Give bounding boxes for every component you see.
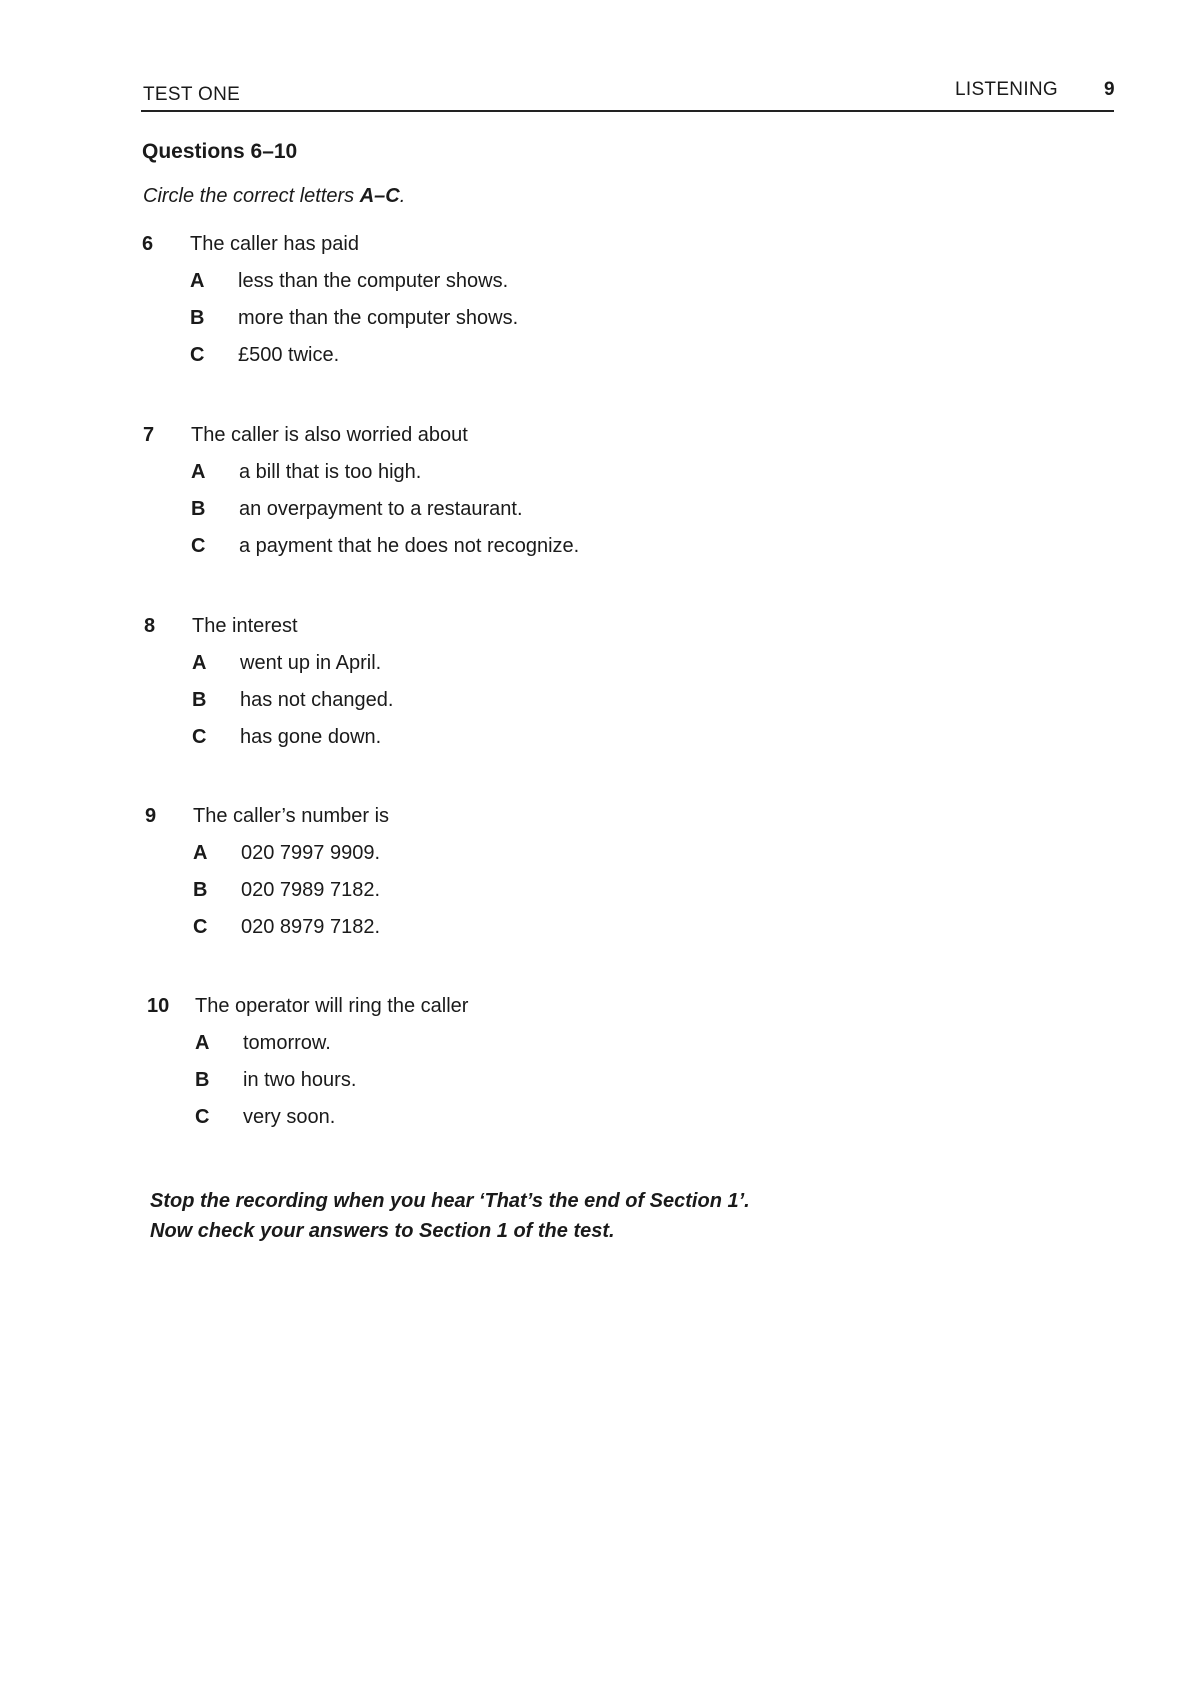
option-letter: A xyxy=(190,270,205,292)
instruction-emphasis: A–C xyxy=(359,185,400,207)
question-number: 6 xyxy=(142,233,154,255)
option-c[interactable] xyxy=(191,535,579,558)
question-stem: The interest xyxy=(192,615,298,637)
question-7 xyxy=(143,424,579,558)
question-number: 9 xyxy=(145,805,157,827)
option-b[interactable] xyxy=(191,498,579,521)
option-text: 020 7997 9909. xyxy=(241,842,381,864)
closing-line-1: Stop the recording when you hear ‘That’s the end of Section 1’. xyxy=(150,1190,750,1212)
option-text: went up in April. xyxy=(240,652,382,674)
option-letter: B xyxy=(195,1069,210,1091)
option-text: £500 twice. xyxy=(238,344,340,366)
option-a[interactable] xyxy=(191,461,579,484)
question-stem: The caller’s number is xyxy=(193,805,390,827)
option-letter: B xyxy=(193,879,208,901)
option-a[interactable] xyxy=(190,270,518,293)
option-letter: A xyxy=(193,842,208,864)
option-a[interactable] xyxy=(195,1032,468,1055)
option-letter: B xyxy=(191,498,206,520)
option-text: has gone down. xyxy=(240,726,382,748)
option-letter: A xyxy=(192,652,207,674)
option-text: in two hours. xyxy=(243,1069,357,1091)
option-text: a payment that he does not recognize. xyxy=(239,535,580,557)
option-letter: B xyxy=(190,307,205,329)
option-text: tomorrow. xyxy=(243,1032,331,1054)
instruction xyxy=(143,185,405,208)
instruction-end: . xyxy=(399,185,406,207)
header-test-label: TEST ONE xyxy=(143,84,241,105)
option-b[interactable] xyxy=(193,879,389,902)
option-c[interactable] xyxy=(190,344,518,367)
option-letter: A xyxy=(191,461,206,483)
option-b[interactable] xyxy=(192,689,393,712)
option-a[interactable] xyxy=(192,652,393,675)
closing-line-2: Now check your answers to Section 1 of the test. xyxy=(150,1220,615,1242)
instruction-text: Circle the correct letters xyxy=(143,185,360,207)
page-number: 9 xyxy=(1104,79,1115,100)
option-letter: B xyxy=(192,689,207,711)
option-letter: C xyxy=(190,344,205,366)
question-stem: The operator will ring the caller xyxy=(195,995,469,1017)
option-b[interactable] xyxy=(195,1069,468,1092)
option-text: has not changed. xyxy=(240,689,394,711)
closing-instructions xyxy=(150,1186,750,1246)
question-10 xyxy=(147,995,468,1129)
question-9 xyxy=(145,805,389,939)
option-text: very soon. xyxy=(243,1106,336,1128)
option-text: a bill that is too high. xyxy=(239,461,422,483)
option-letter: C xyxy=(195,1106,210,1128)
option-text: more than the computer shows. xyxy=(238,307,519,329)
section-title: Questions 6–10 xyxy=(142,140,298,163)
option-text: 020 7989 7182. xyxy=(241,879,381,901)
question-number: 10 xyxy=(147,995,170,1017)
header-divider xyxy=(141,110,1114,112)
question-8 xyxy=(144,615,393,749)
option-text: 020 8979 7182. xyxy=(241,916,381,938)
option-c[interactable] xyxy=(192,726,393,749)
option-text: less than the computer shows. xyxy=(238,270,509,292)
option-letter: C xyxy=(192,726,207,748)
question-stem: The caller has paid xyxy=(190,233,359,255)
header-section-label: LISTENING xyxy=(955,79,1058,100)
option-letter: C xyxy=(193,916,208,938)
question-number: 8 xyxy=(144,615,156,637)
option-c[interactable] xyxy=(195,1106,468,1129)
option-letter: A xyxy=(195,1032,210,1054)
option-c[interactable] xyxy=(193,916,389,939)
option-letter: C xyxy=(191,535,206,557)
option-b[interactable] xyxy=(190,307,518,330)
option-a[interactable] xyxy=(193,842,389,865)
question-6 xyxy=(142,233,518,367)
question-stem: The caller is also worried about xyxy=(191,424,468,446)
header-section xyxy=(955,79,1115,101)
question-number: 7 xyxy=(143,424,155,446)
option-text: an overpayment to a restaurant. xyxy=(239,498,523,520)
